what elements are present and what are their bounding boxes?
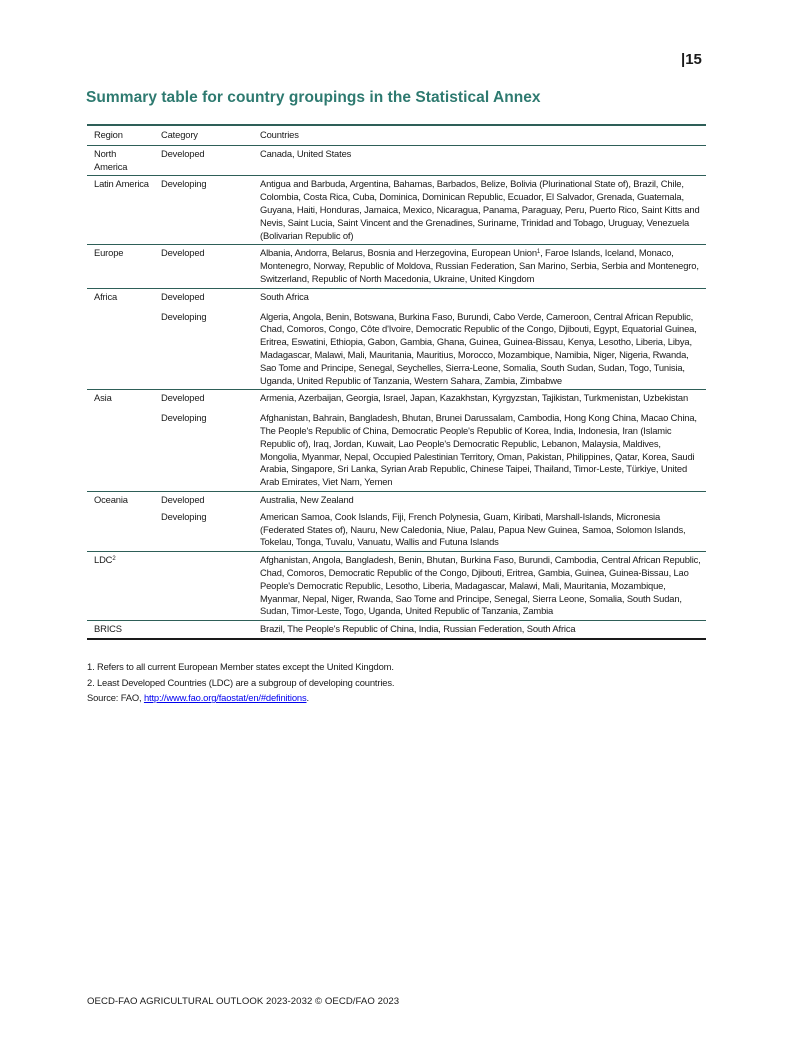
table-row xyxy=(87,407,706,491)
footnote-2: 2. Least Developed Countries (LDC) are a subgroup of developing countries. xyxy=(87,676,395,688)
countries-cell: Afghanistan, Angola, Bangladesh, Benin, Bhutan, Burkina Faso, Burundi, Cambodia, Central African Republic, Chad, Comoros, Democratic Republic of the Congo, Djibouti, Eritrea, Gambia, Guinea, Guinea-Bissau, Lao People's Democratic Republic, Lesotho, Liberia, Madagascar, Malawi, Mali, Mauritania, Mozambique, Myanmar, Nepal, Niger, Rwanda, Sao Tome and Principe, Senegal, Sierra Leone, Somalia, South Sudan, Sudan, Timor-Leste, Togo, Uganda, United Republic of Tanzania, Zambia xyxy=(253,552,706,621)
category-cell: Developing xyxy=(154,176,253,245)
category-cell: Developed xyxy=(161,392,205,404)
category-cell: Developed xyxy=(161,290,205,302)
page-number: |15 xyxy=(681,51,702,68)
table-row xyxy=(87,145,706,176)
page-footer: OECD-FAO AGRICULTURAL OUTLOOK 2023-2032 © OECD/FAO 2023 xyxy=(87,996,400,1007)
countries-cell xyxy=(253,245,706,288)
category-cell xyxy=(154,552,253,621)
category-cell xyxy=(154,621,253,639)
table-row xyxy=(87,552,706,621)
region-cell: North America xyxy=(87,145,154,176)
footnote-marker: 1 xyxy=(536,249,541,256)
category-cell: Developing xyxy=(154,306,253,390)
table-title: Summary table for country groupings in the Statistical Annex xyxy=(86,89,541,106)
source-link[interactable]: http://www.fao.org/faostat/en/#definitions xyxy=(143,692,307,703)
header-countries: Countries xyxy=(253,125,706,145)
countries-cell: Algeria, Angola, Benin, Botswana, Burkina Faso, Burundi, Cabo Verde, Cameroon, Central African Republic, Chad, Comoros, Congo, Côte d'Ivoire, Democratic Republic of the Congo, Djibouti, Egypt, Equatorial Guinea, Eritrea, Eswatini, Ethiopia, Gabon, Gambia, Ghana, Guinea, Guinea-Bissau, Kenya, Lesotho, Liberia, Libya, Madagascar, Malawi, Mali, Mauritania, Mauritius, Morocco, Mozambique, Namibia, Niger, Nigeria, Rwanda, Sao Tome and Principe, Senegal, Seychelles, Sierra-Leone, Somalia, South Sudan, Sudan, Togo, Tunisia, Uganda, United Republic of Tanzania, Western Sahara, Zambia, Zimbabwe xyxy=(253,306,706,390)
footnote-1: 1. Refers to all current European Member states except the United Kingdom. xyxy=(87,661,394,672)
countries-cell: American Samoa, Cook Islands, Fiji, French Polynesia, Guam, Kiribati, Marshall-Islands, Micronesia (Federated States of), Nauru, New Caledonia, Niue, Palau, Papua New Guinea, Samoa, Solomon Islands, Tokelau, Tonga, Tuvalu, Vanuatu, Wallis and Futuna Islands xyxy=(253,509,706,552)
table-header-row xyxy=(87,125,706,145)
country-groupings-table xyxy=(87,124,706,640)
countries-text: Albania, Andorra, Belarus, Bosnia and Herzegovina, European Union xyxy=(260,247,537,259)
region-cell xyxy=(87,306,154,390)
table-row xyxy=(87,390,706,407)
category-cell: Developed xyxy=(161,493,205,505)
countries-cell: Antigua and Barbuda, Argentina, Bahamas, Barbados, Belize, Bolivia (Plurinational State of), Brazil, Chile, Colombia, Costa Rica, Cuba, Dominica, Dominican Republic, Ecuador, El Salvador, Grenada, Guatemala, Guyana, Haiti, Honduras, Jamaica, Mexico, Nicaragua, Panama, Paraguay, Peru, Puerto Rico, Saint Kitts and Nevis, Saint Lucia, Saint Vincent and the Grenadines, Suriname, Trinidad and Tobago, Uruguay, Venezuela (Bolivarian Republic of) xyxy=(253,176,706,245)
region-cell: Africa xyxy=(94,290,118,302)
table-row xyxy=(87,176,706,245)
countries-text: , Faroe Islands, Iceland, Monaco, Montenegro, Norway, Republic of Moldova, Russian Federation, San Marino, Serbia, Serbia and Montenegro, Switzerland, Republic of North Macedonia, Ukraine, United Kingdom xyxy=(260,247,699,284)
region-cell: Europe xyxy=(87,245,154,288)
source-note xyxy=(87,690,394,706)
region-text: LDC xyxy=(94,554,113,566)
countries-cell: Armenia, Azerbaijan, Georgia, Israel, Japan, Kazakhstan, Kyrgyzstan, Tajikistan, Turkmenistan, Uzbekistan xyxy=(260,392,689,404)
category-cell: Developing xyxy=(154,407,253,491)
category-cell: Developing xyxy=(154,509,253,552)
countries-cell: Afghanistan, Bahrain, Bangladesh, Bhutan, Brunei Darussalam, Cambodia, Hong Kong China, Macao China, The People's Republic of China, Democratic People's Republic of Korea, India, Indonesia, Iran (Islamic Republic of), Iraq, Jordan, Kuwait, Lao People's Democratic Republic, Lebanon, Malaysia, Maldives, Mongolia, Myanmar, Nepal, Occupied Palestinian Territory, Oman, Pakistan, Philippines, Qatar, Korea, Saudi Arabia, Singapore, Sri Lanka, Syrian Arab Republic, Chinese Taipei, Thailand, Timor-Leste, Türkiye, United Arab Emirates, Viet Nam, Yemen xyxy=(253,407,706,491)
footnote-marker: 2 xyxy=(112,556,116,563)
table-row xyxy=(87,621,706,639)
page-number-value: 15 xyxy=(685,51,702,68)
region-cell: Asia xyxy=(94,392,112,404)
table-notes xyxy=(87,659,394,706)
table-row xyxy=(87,491,706,508)
region-cell: BRICS xyxy=(87,621,154,639)
table-row xyxy=(87,288,706,305)
table-row xyxy=(87,245,706,288)
countries-cell: Canada, United States xyxy=(253,145,706,176)
countries-cell: South Africa xyxy=(260,290,309,302)
header-category: Category xyxy=(154,125,253,145)
region-cell xyxy=(87,407,154,491)
table-row xyxy=(87,306,706,390)
countries-cell: Australia, New Zealand xyxy=(260,493,354,505)
region-cell xyxy=(87,509,154,552)
table-row xyxy=(87,509,706,552)
countries-cell: Brazil, The People's Republic of China, India, Russian Federation, South Africa xyxy=(253,621,706,639)
region-cell xyxy=(87,552,154,621)
region-cell: Oceania xyxy=(94,493,128,505)
region-cell: Latin America xyxy=(87,176,154,245)
source-prefix: Source: FAO, xyxy=(87,692,144,703)
header-region: Region xyxy=(87,125,154,145)
category-cell: Developed xyxy=(154,245,253,288)
category-cell: Developed xyxy=(154,145,253,176)
source-suffix: . xyxy=(306,692,309,703)
